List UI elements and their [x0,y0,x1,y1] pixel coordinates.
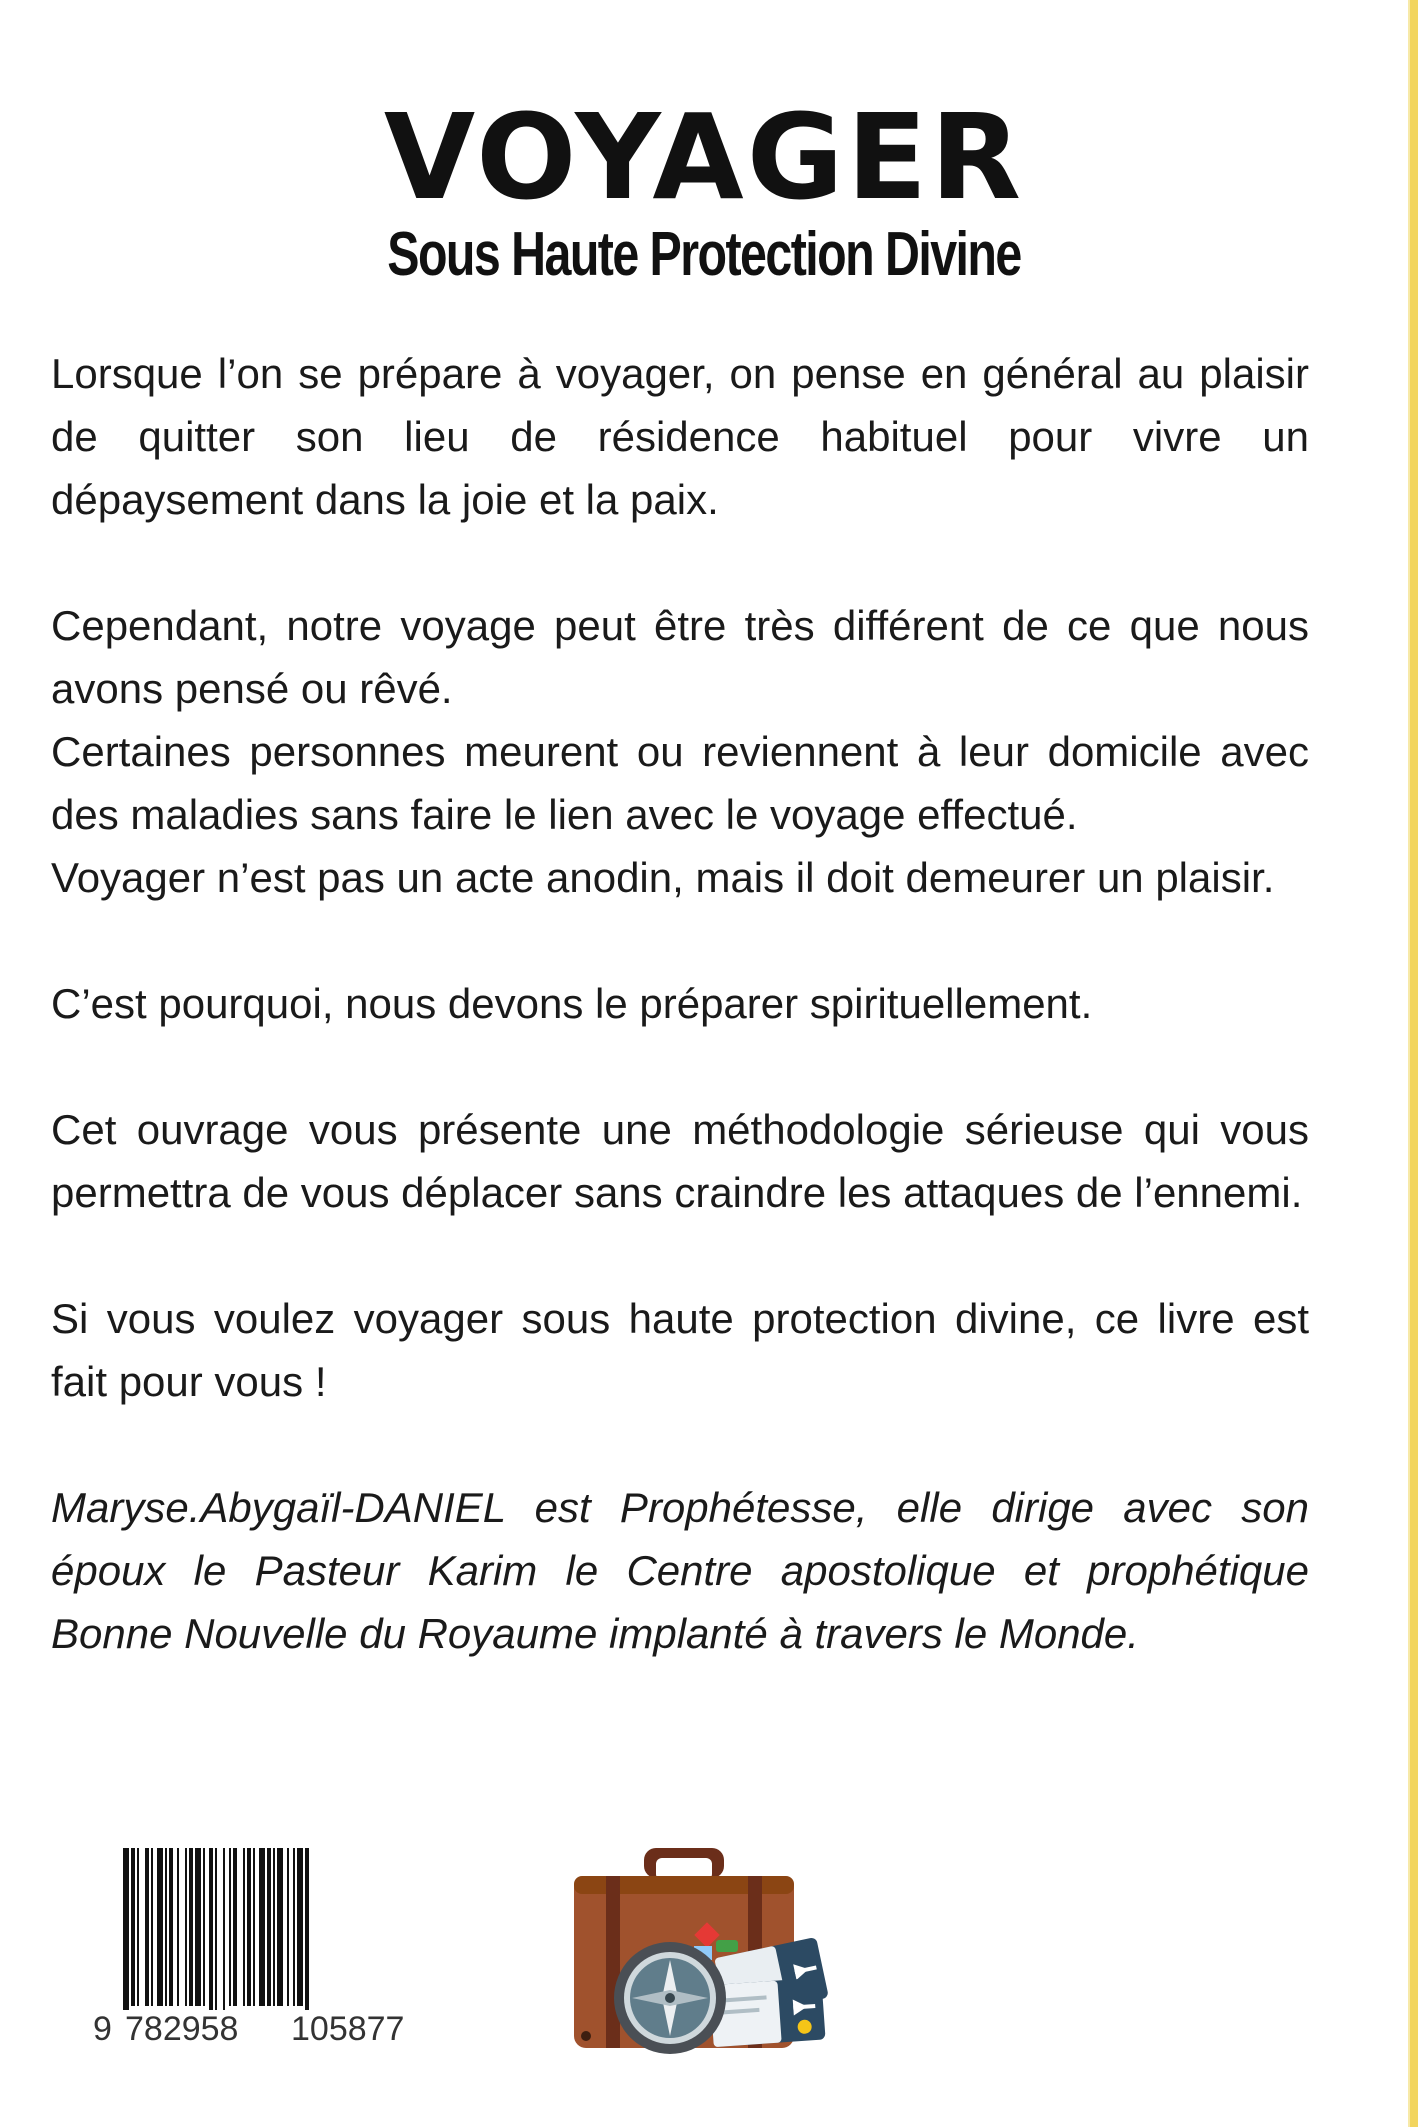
author-bio: Maryse.Abygaïl-DANIEL est Prophétesse, elle dirige avec son époux le Pasteur Karim le Centre apostolique et prophétique Bonne Nouvelle du Royaume implanté à travers le Monde. [51,1484,1309,1657]
barcode-bar [253,1848,255,2006]
barcode-bar [195,1848,201,2006]
barcode-bar [277,1848,283,2006]
barcode-bar [185,1848,187,2006]
barcode-bar [137,1848,139,2006]
paragraph-intro: Lorsque l’on se prépare à voyager, on pense en général au plaisir de quitter son lieu de résidence habituel pour vivre un dépaysement dans la joie et la paix. [51,350,1309,523]
paragraph-method: Cet ouvrage vous présente une méthodologie sérieuse qui vous permettra de vous déplacer sans craindre les attaques de l’ennemi. [51,1106,1309,1216]
barcode-bar [243,1848,245,2006]
barcode-bar [189,1848,193,2006]
barcode-bar [287,1848,289,2006]
barcode-left-digits: 782958 [125,2010,239,2048]
barcode-bar [229,1848,231,2006]
barcode-right-digits: 105877 [291,2010,405,2048]
barcode-bar [203,1848,205,2006]
paragraph-not-anodyne: Voyager n’est pas un acte anodin, mais il doit demeurer un plaisir. [51,854,1275,901]
barcode-bar [157,1848,163,2006]
barcode-bar [165,1848,167,2006]
paragraph-some-people: Certaines personnes meurent ou reviennent à leur domicile avec des maladies sans faire le lien avec le voyage effectué. [51,728,1309,838]
barcode-bar [233,1848,237,2006]
back-cover-blurb [51,342,1309,1665]
barcode-bar [267,1848,271,2006]
barcode-bar [209,1848,213,2020]
paragraph-for-you: Si vous voulez voyager sous haute protection divine, ce livre est fait pour vous ! [51,1295,1309,1405]
barcode-bar [247,1848,251,2006]
suitcase-compass-tickets-icon [572,1848,842,2058]
barcode-bar [305,1848,309,2020]
barcode-bar [273,1848,275,2006]
paragraph-however: Cependant, notre voyage peut être très différent de ce que nous avons pensé ou rêvé. [51,602,1309,712]
barcode-bar [169,1848,173,2006]
book-subtitle: Sous Haute Protection Divine [387,220,1021,289]
barcode-bar [131,1848,135,2006]
book-title: VOYAGER [383,88,1025,226]
barcode-bar [223,1848,225,2020]
isbn-barcode [93,1848,433,2048]
barcode-bar [293,1848,295,2006]
barcode-bar [297,1848,303,2006]
paragraph-spiritual: C’est pourquoi, nous devons le préparer spirituellement. [51,980,1093,1027]
barcode-bar [259,1848,265,2006]
barcode-bar [123,1848,129,2020]
barcode-bar [215,1848,217,2020]
barcode-prefix-digit: 9 [93,2010,112,2048]
barcode-bar [177,1848,179,2006]
barcode-bar [151,1848,153,2006]
spine-accent-stripe [1410,0,1418,2127]
barcode-bar [145,1848,149,2006]
